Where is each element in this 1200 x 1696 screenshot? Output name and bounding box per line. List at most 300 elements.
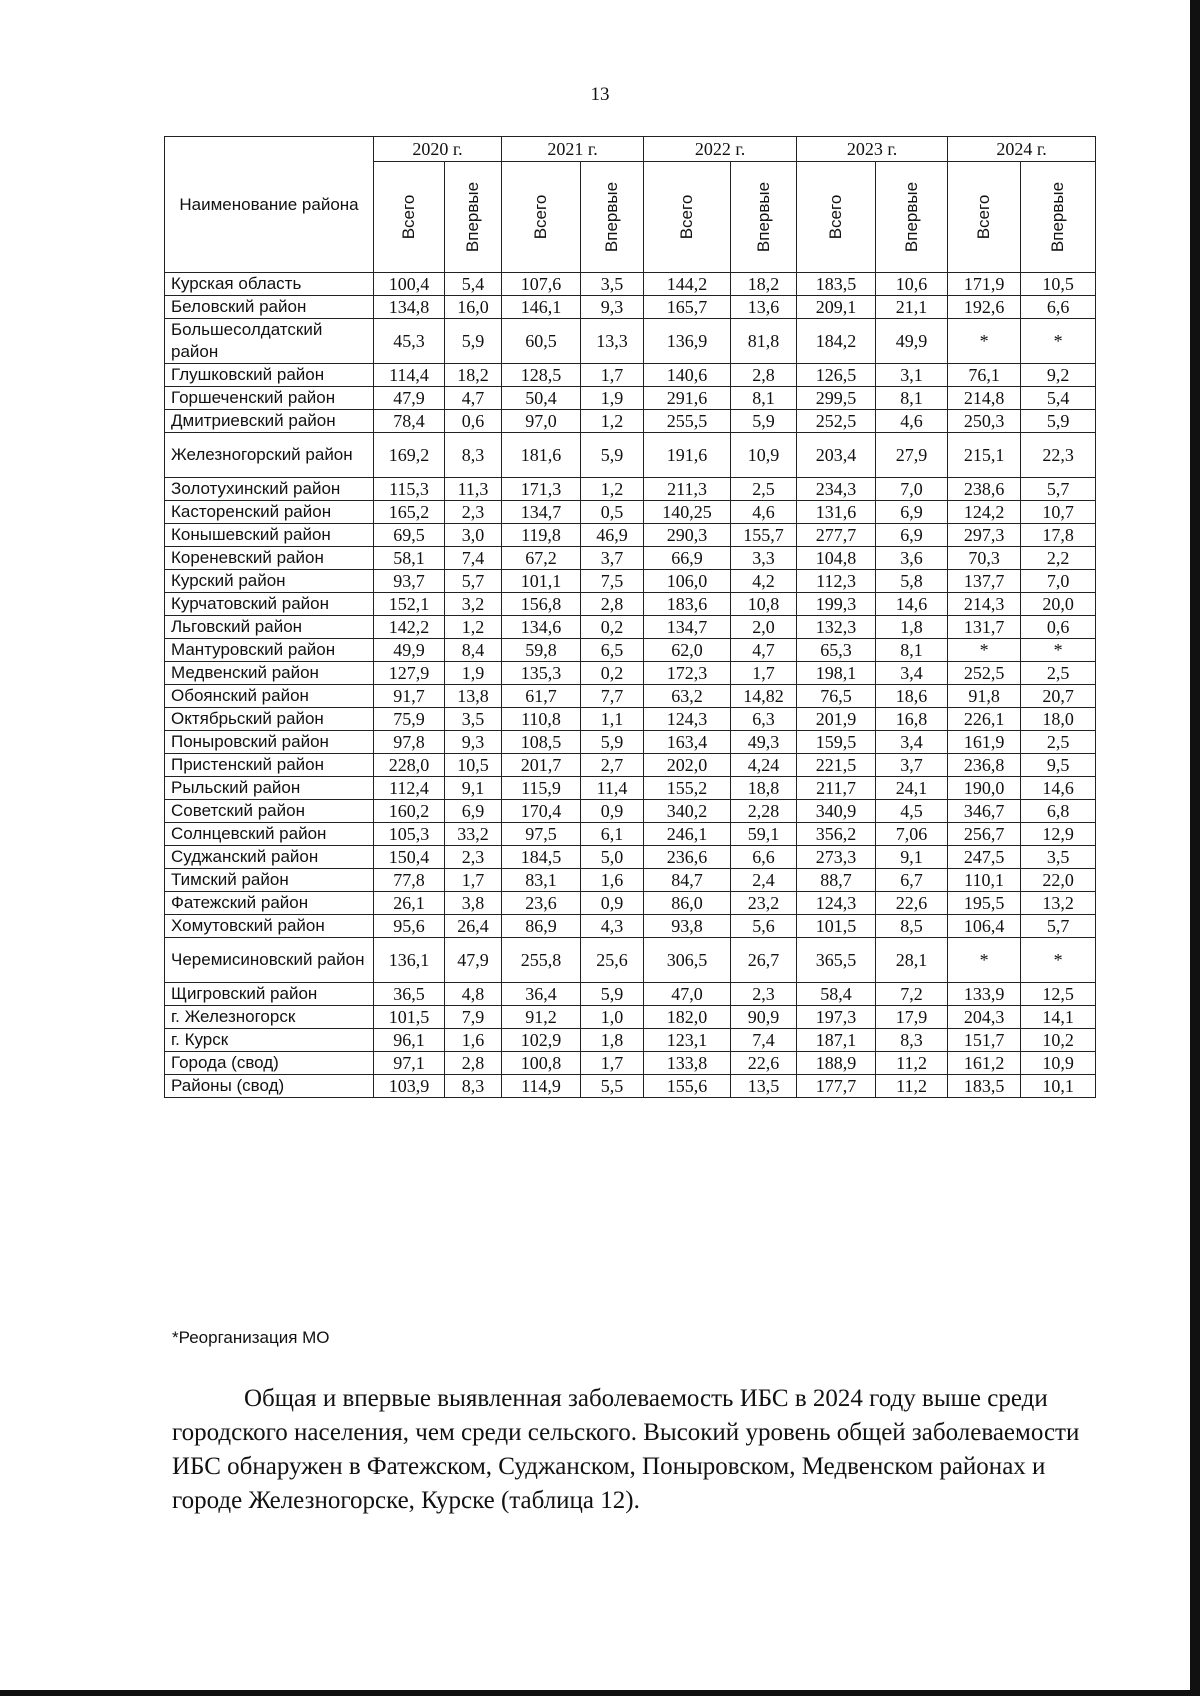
first-time-value: 14,6 — [1021, 777, 1096, 800]
total-value: 188,9 — [797, 1052, 876, 1075]
table-row — [165, 662, 1096, 685]
first-time-value: 2,0 — [731, 616, 797, 639]
first-time-value: 4,3 — [581, 915, 644, 938]
first-time-value: 1,7 — [445, 869, 502, 892]
first-time-value: 2,4 — [731, 869, 797, 892]
table-row — [165, 685, 1096, 708]
first-time-value: 16,0 — [445, 296, 502, 319]
first-time-value: 155,7 — [731, 524, 797, 547]
table-row — [165, 846, 1096, 869]
first-time-value: 2,8 — [731, 364, 797, 387]
first-time-value: 6,9 — [876, 501, 948, 524]
first-time-value: 9,1 — [876, 846, 948, 869]
first-time-value: 3,8 — [445, 892, 502, 915]
first-time-value: 3,7 — [581, 547, 644, 570]
total-subheader — [948, 162, 1021, 273]
total-value: 114,4 — [374, 364, 445, 387]
total-value: 165,7 — [644, 296, 731, 319]
table-row — [165, 547, 1096, 570]
total-value: 365,5 — [797, 938, 876, 983]
subheader-label: Всего — [399, 194, 418, 240]
first-time-value: 49,9 — [876, 319, 948, 364]
district-name: Глушковский район — [165, 364, 374, 387]
total-value: 50,4 — [502, 387, 581, 410]
total-value: 97,0 — [502, 410, 581, 433]
total-value: 134,8 — [374, 296, 445, 319]
first-time-value: 17,8 — [1021, 524, 1096, 547]
first-time-value: 18,0 — [1021, 708, 1096, 731]
first-time-subheader — [445, 162, 502, 273]
total-value: 110,1 — [948, 869, 1021, 892]
total-value: 60,5 — [502, 319, 581, 364]
total-value: 236,8 — [948, 754, 1021, 777]
subheader-label: Всего — [531, 194, 551, 240]
table-row — [165, 433, 1096, 478]
total-value: 131,6 — [797, 501, 876, 524]
total-value: 65,3 — [797, 639, 876, 662]
total-value: * — [948, 319, 1021, 364]
total-value: 124,3 — [797, 892, 876, 915]
total-value: 134,7 — [502, 501, 581, 524]
first-time-value: 6,3 — [731, 708, 797, 731]
table-row — [165, 296, 1096, 319]
total-subheader — [502, 162, 581, 273]
first-time-value: 6,9 — [445, 800, 502, 823]
total-value: 228,0 — [374, 754, 445, 777]
total-value: * — [948, 639, 1021, 662]
total-value: 290,3 — [644, 524, 731, 547]
first-time-value: 6,5 — [581, 639, 644, 662]
total-value: 247,5 — [948, 846, 1021, 869]
first-time-value: 10,8 — [731, 593, 797, 616]
total-value: 88,7 — [797, 869, 876, 892]
first-time-value: 3,7 — [876, 754, 948, 777]
total-value: 140,6 — [644, 364, 731, 387]
first-time-value: 3,4 — [876, 662, 948, 685]
total-value: 136,1 — [374, 938, 445, 983]
first-time-value: 6,6 — [731, 846, 797, 869]
total-value: 108,5 — [502, 731, 581, 754]
table-row — [165, 1052, 1096, 1075]
district-name: Медвенский район — [165, 662, 374, 685]
first-time-value: 20,0 — [1021, 593, 1096, 616]
total-value: 163,4 — [644, 731, 731, 754]
first-time-value: 6,8 — [1021, 800, 1096, 823]
total-value: 124,2 — [948, 501, 1021, 524]
first-time-value: 0,9 — [581, 892, 644, 915]
incidence-table — [164, 136, 1096, 1098]
first-time-value: 26,7 — [731, 938, 797, 983]
total-value: 199,3 — [797, 593, 876, 616]
first-time-value: 1,0 — [581, 1006, 644, 1029]
first-time-value: 7,0 — [1021, 570, 1096, 593]
district-name: Тимский район — [165, 869, 374, 892]
district-name: Поныровский район — [165, 731, 374, 754]
first-time-value: 33,2 — [445, 823, 502, 846]
first-time-value: 5,4 — [445, 273, 502, 296]
first-time-value: 7,5 — [581, 570, 644, 593]
body-paragraph — [172, 1382, 1084, 1518]
district-name: Города (свод) — [165, 1052, 374, 1075]
first-time-value: 1,6 — [445, 1029, 502, 1052]
first-time-value: 12,9 — [1021, 823, 1096, 846]
district-name-header: Наименование района — [165, 137, 374, 273]
first-time-value: 5,5 — [581, 1075, 644, 1098]
first-time-value: 22,6 — [876, 892, 948, 915]
district-name: Большесолдатский район — [165, 319, 374, 364]
total-value: 211,3 — [644, 478, 731, 501]
first-time-value: 2,5 — [1021, 662, 1096, 685]
first-time-value: 1,1 — [581, 708, 644, 731]
first-time-value: 20,7 — [1021, 685, 1096, 708]
first-time-value: 18,6 — [876, 685, 948, 708]
first-time-value: 8,1 — [876, 639, 948, 662]
total-value: 67,2 — [502, 547, 581, 570]
first-time-value: 2,3 — [445, 846, 502, 869]
first-time-value: 10,5 — [445, 754, 502, 777]
total-value: 142,2 — [374, 616, 445, 639]
total-value: 214,3 — [948, 593, 1021, 616]
district-name: Конышевский район — [165, 524, 374, 547]
first-time-subheader — [1021, 162, 1096, 273]
first-time-value: 10,9 — [1021, 1052, 1096, 1075]
first-time-value: 0,2 — [581, 616, 644, 639]
first-time-value: 9,5 — [1021, 754, 1096, 777]
total-value: 91,7 — [374, 685, 445, 708]
total-value: * — [948, 938, 1021, 983]
district-name: Рыльский район — [165, 777, 374, 800]
district-name: Щигровский район — [165, 983, 374, 1006]
first-time-value: 27,9 — [876, 433, 948, 478]
first-time-value: 14,1 — [1021, 1006, 1096, 1029]
first-time-value: 6,1 — [581, 823, 644, 846]
total-value: 126,5 — [797, 364, 876, 387]
total-value: 66,9 — [644, 547, 731, 570]
first-time-value: 2,7 — [581, 754, 644, 777]
total-value: 234,3 — [797, 478, 876, 501]
total-value: 152,1 — [374, 593, 445, 616]
year-header: 2021 г. — [502, 137, 644, 162]
first-time-value: 4,5 — [876, 800, 948, 823]
first-time-value: 5,9 — [445, 319, 502, 364]
total-value: 93,8 — [644, 915, 731, 938]
first-time-value: 3,5 — [445, 708, 502, 731]
total-value: 209,1 — [797, 296, 876, 319]
first-time-value: 1,6 — [581, 869, 644, 892]
first-time-value: 21,1 — [876, 296, 948, 319]
total-value: 76,1 — [948, 364, 1021, 387]
total-value: 137,7 — [948, 570, 1021, 593]
total-value: 215,1 — [948, 433, 1021, 478]
first-time-value: 1,7 — [581, 1052, 644, 1075]
total-value: 277,7 — [797, 524, 876, 547]
first-time-value: 10,5 — [1021, 273, 1096, 296]
total-value: 340,2 — [644, 800, 731, 823]
first-time-value: 13,2 — [1021, 892, 1096, 915]
first-time-value: 1,2 — [445, 616, 502, 639]
first-time-value: 6,6 — [1021, 296, 1096, 319]
first-time-value: 81,8 — [731, 319, 797, 364]
first-time-value: 8,1 — [876, 387, 948, 410]
district-name: Золотухинский район — [165, 478, 374, 501]
total-value: 340,9 — [797, 800, 876, 823]
table-row — [165, 387, 1096, 410]
total-value: 100,8 — [502, 1052, 581, 1075]
district-name: Фатежский район — [165, 892, 374, 915]
first-time-value: 3,3 — [731, 547, 797, 570]
total-value: 171,3 — [502, 478, 581, 501]
first-time-value: 13,5 — [731, 1075, 797, 1098]
total-value: 346,7 — [948, 800, 1021, 823]
first-time-value: 0,5 — [581, 501, 644, 524]
total-value: 201,7 — [502, 754, 581, 777]
first-time-value: 12,5 — [1021, 983, 1096, 1006]
total-value: 63,2 — [644, 685, 731, 708]
first-time-value: 8,3 — [445, 433, 502, 478]
first-time-value: 16,8 — [876, 708, 948, 731]
first-time-value: 5,7 — [1021, 915, 1096, 938]
district-name: Суджанский район — [165, 846, 374, 869]
first-time-value: 5,7 — [1021, 478, 1096, 501]
first-time-value: 2,3 — [731, 983, 797, 1006]
total-value: 202,0 — [644, 754, 731, 777]
total-value: 246,1 — [644, 823, 731, 846]
first-time-value: 7,06 — [876, 823, 948, 846]
subheader-label: Впервые — [602, 181, 622, 253]
total-value: 100,4 — [374, 273, 445, 296]
district-name: Обоянский район — [165, 685, 374, 708]
total-value: 159,5 — [797, 731, 876, 754]
first-time-value: 46,9 — [581, 524, 644, 547]
first-time-value: 3,4 — [876, 731, 948, 754]
district-name: Мантуровский район — [165, 639, 374, 662]
first-time-value: 11,2 — [876, 1075, 948, 1098]
year-header: 2020 г. — [374, 137, 502, 162]
scan-edge — [0, 1690, 1200, 1696]
total-value: 112,3 — [797, 570, 876, 593]
first-time-value: 5,7 — [445, 570, 502, 593]
district-name: Курская область — [165, 273, 374, 296]
total-value: 195,5 — [948, 892, 1021, 915]
first-time-subheader — [876, 162, 948, 273]
first-time-value: 0,6 — [1021, 616, 1096, 639]
table-row — [165, 524, 1096, 547]
table-row — [165, 777, 1096, 800]
total-value: 86,9 — [502, 915, 581, 938]
first-time-value: 22,0 — [1021, 869, 1096, 892]
total-value: 61,7 — [502, 685, 581, 708]
table-row — [165, 410, 1096, 433]
total-value: 114,9 — [502, 1075, 581, 1098]
total-value: 49,9 — [374, 639, 445, 662]
total-value: 86,0 — [644, 892, 731, 915]
first-time-value: 4,6 — [731, 501, 797, 524]
total-value: 201,9 — [797, 708, 876, 731]
district-name: Железногорский район — [165, 433, 374, 478]
total-value: 135,3 — [502, 662, 581, 685]
total-value: 182,0 — [644, 1006, 731, 1029]
total-value: 105,3 — [374, 823, 445, 846]
total-value: 36,5 — [374, 983, 445, 1006]
first-time-value: 1,7 — [731, 662, 797, 685]
page-number: 13 — [590, 84, 610, 105]
first-time-value: 11,4 — [581, 777, 644, 800]
first-time-value: 7,2 — [876, 983, 948, 1006]
total-value: 155,6 — [644, 1075, 731, 1098]
table-row — [165, 319, 1096, 364]
first-time-value: 47,9 — [445, 938, 502, 983]
total-value: 252,5 — [948, 662, 1021, 685]
subheader-label: Всего — [826, 194, 846, 240]
first-time-value: 1,9 — [581, 387, 644, 410]
first-time-value: 2,5 — [1021, 731, 1096, 754]
subheader-label: Впервые — [901, 181, 921, 253]
first-time-value: 18,8 — [731, 777, 797, 800]
table-row — [165, 273, 1096, 296]
table-row — [165, 478, 1096, 501]
first-time-value: 7,0 — [876, 478, 948, 501]
first-time-value: 7,4 — [445, 547, 502, 570]
total-value: 45,3 — [374, 319, 445, 364]
table-row — [165, 501, 1096, 524]
total-value: 183,6 — [644, 593, 731, 616]
total-value: 236,6 — [644, 846, 731, 869]
total-value: 104,8 — [797, 547, 876, 570]
first-time-value: 2,8 — [581, 593, 644, 616]
total-value: 97,8 — [374, 731, 445, 754]
total-value: 203,4 — [797, 433, 876, 478]
total-value: 119,8 — [502, 524, 581, 547]
total-value: 192,6 — [948, 296, 1021, 319]
total-value: 84,7 — [644, 869, 731, 892]
total-value: 136,9 — [644, 319, 731, 364]
table-row — [165, 938, 1096, 983]
first-time-subheader — [581, 162, 644, 273]
first-time-value: 8,3 — [876, 1029, 948, 1052]
first-time-value: 0,2 — [581, 662, 644, 685]
first-time-value: 10,6 — [876, 273, 948, 296]
first-time-value: 4,7 — [731, 639, 797, 662]
first-time-value: 17,9 — [876, 1006, 948, 1029]
total-value: 183,5 — [797, 273, 876, 296]
subheader-label: Впервые — [1048, 181, 1068, 253]
district-name: Касторенский район — [165, 501, 374, 524]
total-value: 177,7 — [797, 1075, 876, 1098]
first-time-value: 7,9 — [445, 1006, 502, 1029]
total-value: 78,4 — [374, 410, 445, 433]
footnote: *Реорганизация МО — [172, 1328, 330, 1347]
total-value: 250,3 — [948, 410, 1021, 433]
first-time-value: 5,9 — [1021, 410, 1096, 433]
total-value: 70,3 — [948, 547, 1021, 570]
first-time-value: 3,5 — [581, 273, 644, 296]
district-name: г. Железногорск — [165, 1006, 374, 1029]
year-header: 2024 г. — [948, 137, 1096, 162]
district-name: Солнцевский район — [165, 823, 374, 846]
first-time-value: 28,1 — [876, 938, 948, 983]
scan-edge — [1190, 0, 1200, 1696]
total-value: 101,1 — [502, 570, 581, 593]
table-row — [165, 639, 1096, 662]
table-row — [165, 593, 1096, 616]
first-time-subheader — [731, 162, 797, 273]
total-value: 26,1 — [374, 892, 445, 915]
total-value: 197,3 — [797, 1006, 876, 1029]
total-value: 69,5 — [374, 524, 445, 547]
first-time-value: 24,1 — [876, 777, 948, 800]
total-value: 97,5 — [502, 823, 581, 846]
total-value: 255,5 — [644, 410, 731, 433]
total-value: 198,1 — [797, 662, 876, 685]
subheader-label: Впервые — [753, 181, 773, 253]
total-value: 161,9 — [948, 731, 1021, 754]
total-value: 169,2 — [374, 433, 445, 478]
first-time-value: * — [1021, 319, 1096, 364]
first-time-value: 4,8 — [445, 983, 502, 1006]
first-time-value: 90,9 — [731, 1006, 797, 1029]
first-time-value: 2,3 — [445, 501, 502, 524]
first-time-value: 10,7 — [1021, 501, 1096, 524]
total-value: 273,3 — [797, 846, 876, 869]
total-value: 91,8 — [948, 685, 1021, 708]
total-value: 170,4 — [502, 800, 581, 823]
first-time-value: 5,9 — [581, 731, 644, 754]
first-time-value: 11,2 — [876, 1052, 948, 1075]
table-row — [165, 892, 1096, 915]
first-time-value: 18,2 — [731, 273, 797, 296]
total-value: 110,8 — [502, 708, 581, 731]
district-name: Беловский район — [165, 296, 374, 319]
table-row — [165, 983, 1096, 1006]
first-time-value: 22,3 — [1021, 433, 1096, 478]
total-value: 238,6 — [948, 478, 1021, 501]
table-row — [165, 731, 1096, 754]
table-row — [165, 616, 1096, 639]
total-value: 146,1 — [502, 296, 581, 319]
total-value: 123,1 — [644, 1029, 731, 1052]
total-value: 75,9 — [374, 708, 445, 731]
district-name: Хомутовский район — [165, 915, 374, 938]
first-time-value: 9,3 — [445, 731, 502, 754]
total-value: 131,7 — [948, 616, 1021, 639]
first-time-value: 13,8 — [445, 685, 502, 708]
total-value: 115,3 — [374, 478, 445, 501]
first-time-value: 1,2 — [581, 478, 644, 501]
total-value: 127,9 — [374, 662, 445, 685]
first-time-value: 1,8 — [581, 1029, 644, 1052]
first-time-value: 14,82 — [731, 685, 797, 708]
first-time-value: 25,6 — [581, 938, 644, 983]
first-time-value: 9,3 — [581, 296, 644, 319]
first-time-value: 10,2 — [1021, 1029, 1096, 1052]
first-time-value: 3,1 — [876, 364, 948, 387]
first-time-value: 7,7 — [581, 685, 644, 708]
table-row — [165, 800, 1096, 823]
total-value: 184,5 — [502, 846, 581, 869]
total-value: 124,3 — [644, 708, 731, 731]
table-row — [165, 1029, 1096, 1052]
first-time-value: 5,9 — [581, 433, 644, 478]
total-subheader — [797, 162, 876, 273]
first-time-value: 26,4 — [445, 915, 502, 938]
total-value: 155,2 — [644, 777, 731, 800]
total-value: 291,6 — [644, 387, 731, 410]
table-row — [165, 1075, 1096, 1098]
total-value: 96,1 — [374, 1029, 445, 1052]
first-time-value: 59,1 — [731, 823, 797, 846]
table-row — [165, 708, 1096, 731]
first-time-value: 1,2 — [581, 410, 644, 433]
